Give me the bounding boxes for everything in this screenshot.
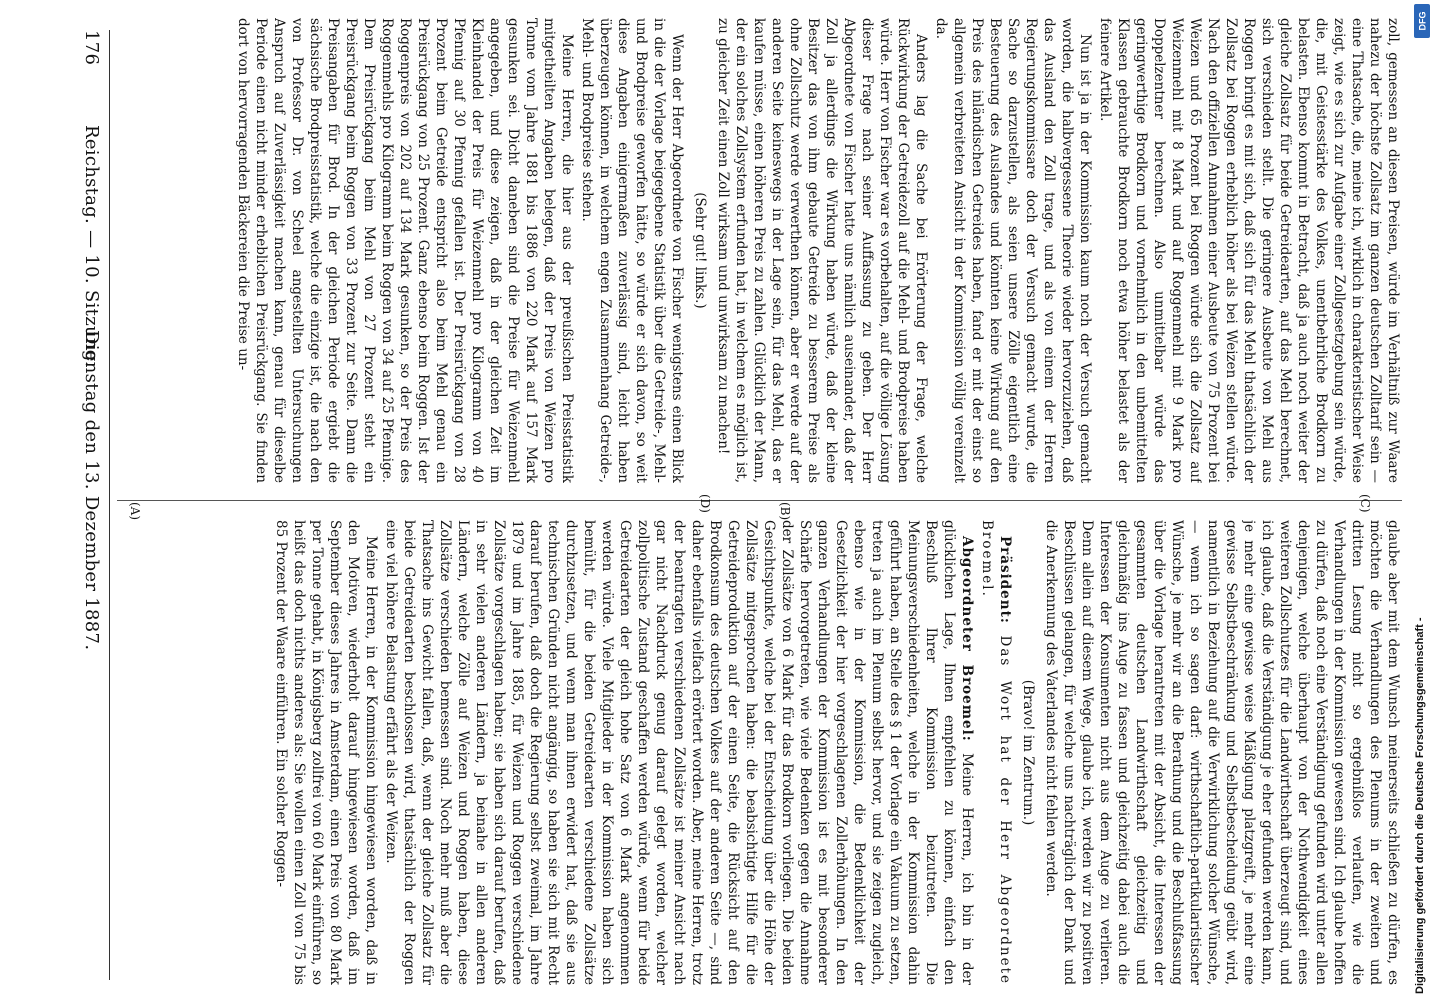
- header-middle: Dienstag den 13. Dezember 1887.: [81, 330, 102, 651]
- digitization-strip: [1412, 0, 1432, 1000]
- column-1: [117, 520, 1402, 985]
- column-2: [117, 18, 1402, 483]
- margin-marker-d: (D): [698, 494, 712, 513]
- col1-paragraph-3: Meine Herren, in der Kommission hingewiesen worden, daß in den Motiven, wiederholt darauf hingewiesen worden, daß im September dieses Jahres in Amsterdam, einen Preis von 80 Mark per Tonne gehabt, in Königsberg zollfrei von 60 Mark einführen, so heißt das doch nichts anderes als: Sie wollen einen Zoll von 75 bis 85 Prozent der Waare einführen. Ein solcher Roggen-: [273, 520, 379, 985]
- president-text: Das Wort hat der Herr Abgeordnete Broemel.: [979, 520, 1013, 985]
- digitization-note: Digitalisierung gefördert durch die Deutsche Forschungsgemeinschaft -: [1414, 617, 1426, 994]
- col1-paragraph-1: glaube aber mit dem Wunsch meinerseits schließen zu dürfen, es möchten die Verhandlungen des Plenums in der zweiten und dritten Lesung nicht so ergebnißlos verlaufen, wie die Verhandlungen in der Kommission gewesen sind. Ich glaube hoffen zu dürfen, daß noch eine Verständigung gefunden wird unter allen denjenigen, welche überhaupt von der Nothwendigkeit eines weiteren Zollschutzes für die Landwirthschaft überzeugt sind, und ich glaube, daß die Verständigung je eher gefunden werden kann, je mehr eine gewisse weise Mäßigung platzgreift, je mehr eine gewisse Selbstbeschränkung und Selbstbescheidung geübt wird, namentlich in Beziehung auf die Verwirklichung solcher Wünsche, — wenn ich so sagen darf: wirthschaftlich-partikularistischer Wünsche, je mehr wir an die Berathung und die Beschlußfassung über die Vorlage herantreten mit der Absicht, die Interessen der gesammten deutschen Landwirthschaft gleichzeitig und gleichmäßig ins Auge zu fassen und gleichzeitig dabei auch die Interessen der Konsumenten nicht aus dem Auge zu verlieren. Denn allein auf diesem Wege, glaube ich, werden wir zu positiven Beschlüssen gelangen, für welche uns nachträglich der Dank und die Anerkennung des Vaterlandes nicht fehlen werden.: [1043, 520, 1401, 985]
- page-number: 176: [81, 30, 102, 66]
- col2-paragraph-4: Wenn der Herr Abgeordnete von Fischer wenigstens einen Blick in die der Vorlage beigegebene Statistik über die Getreide-, Mehl- und Brodpreise geworfen hätte, so würde er sich davon, so weit diese Angaben einigermaßen zuverlässig sind, leicht haben überzeugen können, in welchem engen Zusammenhang Getreide-, Mehl- und Brodpreise stehen.: [579, 18, 685, 483]
- margin-marker-c: (C): [1358, 494, 1372, 513]
- col2-applause: (Sehr gut! links.): [692, 192, 708, 309]
- speech-text: Meine Herren, ich bin in der glücklichen Lage, Ihnen empfehlen zu können, einfach den Beschluß Ihrer Kommission beizutreten. Die Meinungsverschiedenheiten, welche in der Kommission dahin geführt haben, an Stelle des § 1 der Vorlage ein Vakuum zu setzen, treten ja auch im Plenum selbst hervor, und sie zeigen zugleich, ebenso wie in der Kommission, die Bedenklichkeit der Gesetzlichkeit der hier vorgeschlagenen Zollerhöhungen. In den ganzen Verhandlungen der Kommission ist es mit besonderer Schärfe hervorgetreten, wie viele Bedenken gegen die Annahme der Zollsätze von 6 Mark für das Brodkorn vorliegen. Die beiden Gesichtspunkte, welche bei der Entscheidung über die Höhe der Zollsätze mitgesprochen haben: die beabsichtigte Hilfe für die Getreideproduktion auf der einen Seite, die Rücksicht auf den Brodkonsum des deutschen Volkes auf der anderen Seite —, sind daher ebenfalls vielfach erörtert worden. Aber, meine Herren, trotz der beantragten verschiedenen Zollsätze ist meiner Ansicht nach gar nicht Nachdruck genug darauf gelegt worden, welcher zollpolitische Zustand geschaffen werden würde, wenn für beide Getreidearten der gleich hohe Satz von 6 Mark angenommen werden würde. Viele Mitglieder in der Kommission haben sich bemüht, für die beiden Getreidearten verschiedene Zollsätze durchzusetzen, und wenn man ihnen erwidert hat, daß sie aus technischen Gründen nicht angängig, so haben sie sich mit Recht darauf berufen, daß doch die Regierung selbst zweimal, im Jahre 1879 und im Jahre 1885, für Weizen und Roggen verschiedene Zollsätze vorgeschlagen haben; sie haben sich darauf berufen, daß in sehr vielen anderen Ländern, ja beinahe in allen anderen Ländern, welche Zölle auf Weizen und Roggen haben, diese Zollsätze verschieden bemessen sind. Noch mehr muß aber die Thatsache ins Gewicht fallen, daß, wenn der gleiche Zollsatz für beide Getreidearten beschlossen wird, thatsächlich der Roggen eine viel höhere Belastung erfährt als der Weizen.: [383, 520, 975, 985]
- column-divider: [117, 500, 1402, 501]
- margin-marker-b: (B): [778, 502, 792, 521]
- col2-paragraph-3: Anders lag die Sache bei Erörterung der Frage, welche Rückwirkung der Getreidezoll auf die Mehl- und Brodpreise haben würde. Herr von Fischer war es vorbehalten, auf die völlige Lösung dieser Frage nach seiner Auffassung zu geben. Der Herr Abgeordnete von Fischer hatte uns nämlich auseinander, daß der Zoll ja allerdings die Wirkung haben würde, daß der kleine Besitzer das von ihm gebaute Getreide zu besserem Preise als ohne Zollschutz werde verwerthen können, aber er werde auf der anderen Seite keineswegs in der Lage sein, für das Mehl, das er kaufen müsse, einen höheren Preis zu zahlen. Glücklich der Mann, der ein solches Zollsystem erfunden hat, in welchem es möglich ist, zu gleicher Zeit einen Zoll wirksam und unwirksam zu machen!: [715, 18, 929, 483]
- header-rule: [109, 30, 110, 980]
- col2-paragraph-2: Nun ist ja in der Kommission kaum noch der Versuch gemacht worden, die halbvergessene Theorie wieder hervorzuziehen, daß das Ausland den Zoll trage, und als von einem der Herren Regierungskommissare doch der Versuch gemacht wurde, die Sache so darzustellen, als seien unsere Zölle eigentlich eine Besteuerung des Auslandes und könnten keine Wirkung auf den Preis des inländischen Getreides haben, fand er mit der einst so allgemein verbreiteten Ansicht in der Kommission völlig vereinzelt da.: [933, 18, 1093, 483]
- col1-applause: (Bravo! im Zentrum.): [1020, 679, 1036, 826]
- margin-marker-a: (A): [128, 502, 142, 521]
- col1-speech: [382, 520, 976, 985]
- header-left: Reichstag. — 10. Sitzung.: [81, 125, 102, 368]
- col2-paragraph-5: Meine Herren, die hier aus der preußischen Preisstatistik mitgetheilten Angaben belegen, daß der Preis von Weizen pro Tonne vom Jahre 1881 bis 1886 von 220 Mark auf 157 Mark gesunken sei. Dicht daneben sind die Preise für Weizenmehl angegeben, und diese zeigen, daß in der gleichen Zeit im Kleinhandel der Preis für Weizenmehl pro Kilogramm von 40 Pfennig auf 30 Pfennig gefallen ist. Der Preisrückgang von 28 Prozent beim Getreide entspricht also beim Mehl genau ein Preisrückgang von 25 Prozent. Ganz ebenso beim Roggen. Ist der Roggenpreis von 202 auf 134 Mark gesunken, so der Preis des Roggenmehls pro Kilogramm beim Roggen von 34 auf 25 Pfennige. Dem Preisrückgang beim Mehl von 27 Prozent steht ein Preisrückgang beim Roggen von 33 Prozent zur Seite. Dann die Preisangaben für Brod. In der gleichen Periode ergiebt die sächsische Brodpreisstatistik, welche die einzige ist, die nach den von Professor Dr. von Scheel angestellten Untersuchungen Anspruch auf Zuverlässigkeit machen kann, genau für dieselbe Periode einen nicht minder erheblichen Preisrückgang. Sie finden dort von hervorragenden Bäckereien die Preise un-: [235, 18, 575, 483]
- dfg-logo-text: DFG: [1417, 11, 1427, 31]
- col1-president: [978, 520, 1014, 985]
- president-label: Präsident:: [997, 536, 1013, 624]
- running-head: [76, 30, 102, 980]
- col2-paragraph-1: zoll, gemessen an diesen Preisen, würde im Verhältniß zur Waare nahezu der höchste Zollsatz im ganzen deutschen Zolltarif sein — eine Thatsache, die, meine ich, wirklich in charakteristischer Weise zeigt, wie es sich zur Aufgabe einer Zollgesetzgebung sein würde, die, mit Geistesstärke des Volkes, unentbehrliche Brodkorn zu belasten. Ebenso kommt in Betracht, daß ja auch noch weiter der gleiche Zollsatz für beide Getreidearten, auf das Mehl berechnet, sich verschieden stellt. Die geringere Ausbeute von Mehl aus Roggen bringt es mit sich, daß sich für das Mehl thatsächlich der Zollsatz bei Roggen erheblich höher als bei Weizen stellen würde. Nach den offiziellen Annahmen einer Ausbeute von 75 Prozent bei Weizen und 65 Prozent bei Roggen würde sich die Zollsatz auf Weizenmehl mit 8 Mark und auf Roggenmehl mit 9 Mark pro Doppelzentner berechnen. Also unmittelbar würde das geringwerthige Brodkorn und vornehmlich in den unbemittelten Klassen gebrauchte Brodkorn noch etwa höher belastet als der feinere Artikel.: [1097, 18, 1401, 483]
- dfg-logo: [1414, 4, 1430, 38]
- speaker-label: Abgeordneter Broemel:: [959, 536, 975, 742]
